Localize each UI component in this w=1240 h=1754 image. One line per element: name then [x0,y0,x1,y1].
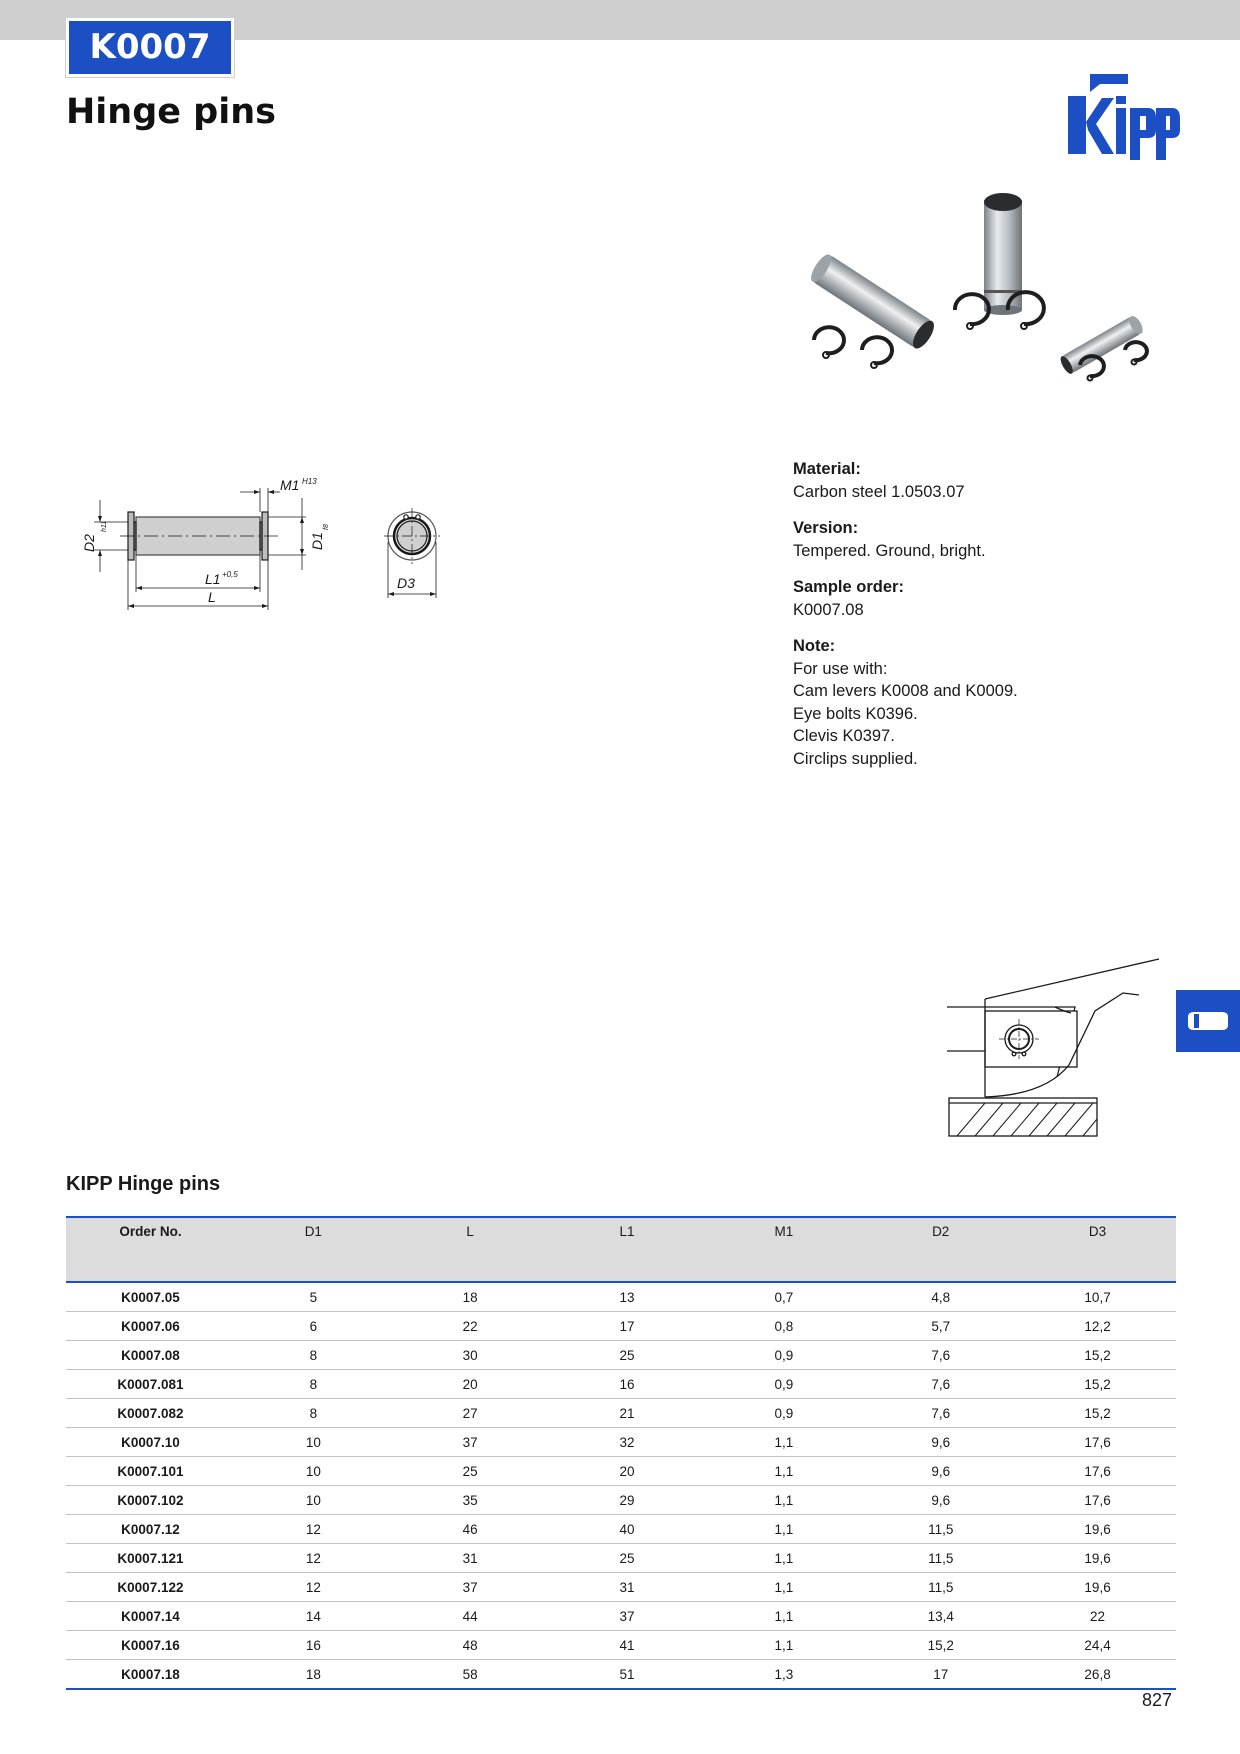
value-cell: 21 [549,1399,706,1428]
label-d2-tol: h11 [101,520,108,532]
value-cell: 19,6 [1019,1573,1176,1602]
value-cell: 10 [235,1457,392,1486]
table-row [66,1282,1176,1312]
order-number-cell: K0007.18 [66,1660,235,1690]
value-cell: 1,1 [705,1602,862,1631]
value-cell: 1,1 [705,1544,862,1573]
value-cell: 37 [392,1573,549,1602]
section-tab[interactable] [1176,990,1240,1052]
header-m1: M1 [705,1217,862,1282]
value-cell: 26,8 [1019,1660,1176,1690]
note-line: Cam levers K0008 and K0009. [793,682,1018,700]
hinge-pin-icon [1186,1004,1230,1038]
value-cell: 18 [235,1660,392,1690]
value-cell: 13 [549,1282,706,1312]
page-title: Hinge pins [66,92,276,132]
kipp-logo [1068,74,1180,160]
value-cell: 20 [549,1457,706,1486]
page-number: 827 [1142,1690,1173,1710]
value-cell: 7,6 [862,1370,1019,1399]
order-number-cell: K0007.081 [66,1370,235,1399]
value-cell: 0,9 [705,1341,862,1370]
table-body [66,1282,1176,1689]
note-block [793,635,1193,770]
value-cell: 9,6 [862,1428,1019,1457]
note-line: Circlips supplied. [793,749,918,768]
value-cell: 37 [549,1602,706,1631]
specifications [793,458,1193,784]
label-d1: D1 [309,532,325,550]
value-cell: 51 [549,1660,706,1690]
table-row [66,1341,1176,1370]
value-cell: 24,4 [1019,1631,1176,1660]
label-d1-tol: f8 [323,524,330,530]
sample-order-label: Sample order: [793,578,904,596]
hinge-pins-table [66,1216,1176,1690]
value-cell: 37 [392,1428,549,1457]
value-cell: 17,6 [1019,1428,1176,1457]
value-cell: 11,5 [862,1515,1019,1544]
order-number-cell: K0007.121 [66,1544,235,1573]
value-cell: 0,7 [705,1282,862,1312]
table-row [66,1515,1176,1544]
value-cell: 8 [235,1341,392,1370]
value-cell: 14 [235,1602,392,1631]
value-cell: 30 [392,1341,549,1370]
table-row [66,1457,1176,1486]
value-cell: 15,2 [1019,1370,1176,1399]
label-d2: D2 [81,534,97,552]
table-row [66,1602,1176,1631]
value-cell: 27 [392,1399,549,1428]
order-number-cell: K0007.05 [66,1282,235,1312]
value-cell: 17 [549,1312,706,1341]
order-number-cell: K0007.122 [66,1573,235,1602]
value-cell: 1,3 [705,1660,862,1690]
value-cell: 25 [549,1544,706,1573]
value-cell: 1,1 [705,1428,862,1457]
label-l1: L1 [205,571,221,587]
value-cell: 44 [392,1602,549,1631]
value-cell: 17,6 [1019,1457,1176,1486]
value-cell: 58 [392,1660,549,1690]
value-cell: 0,9 [705,1370,862,1399]
version-value: Tempered. Ground, bright. [793,541,986,560]
table-row [66,1486,1176,1515]
value-cell: 1,1 [705,1486,862,1515]
value-cell: 9,6 [862,1486,1019,1515]
value-cell: 0,8 [705,1312,862,1341]
value-cell: 1,1 [705,1515,862,1544]
table-header-row [66,1217,1176,1282]
order-number-cell: K0007.082 [66,1399,235,1428]
table-row [66,1428,1176,1457]
value-cell: 25 [549,1341,706,1370]
version-block [793,517,1193,562]
order-number-cell: K0007.08 [66,1341,235,1370]
note-line: Clevis K0397. [793,727,895,745]
value-cell: 15,2 [862,1631,1019,1660]
value-cell: 1,1 [705,1631,862,1660]
value-cell: 22 [392,1312,549,1341]
header-l: L [392,1217,549,1282]
version-label: Version: [793,519,859,537]
table-row [66,1544,1176,1573]
value-cell: 4,8 [862,1282,1019,1312]
material-label: Material: [793,460,861,478]
value-cell: 7,6 [862,1399,1019,1428]
value-cell: 35 [392,1486,549,1515]
value-cell: 15,2 [1019,1399,1176,1428]
value-cell: 19,6 [1019,1515,1176,1544]
order-number-cell: K0007.102 [66,1486,235,1515]
value-cell: 18 [392,1282,549,1312]
value-cell: 25 [392,1457,549,1486]
value-cell: 31 [392,1544,549,1573]
order-number-cell: K0007.14 [66,1602,235,1631]
value-cell: 12 [235,1515,392,1544]
value-cell: 5 [235,1282,392,1312]
header-d2: D2 [862,1217,1019,1282]
value-cell: 13,4 [862,1602,1019,1631]
value-cell: 1,1 [705,1457,862,1486]
value-cell: 12 [235,1573,392,1602]
header-d3: D3 [1019,1217,1176,1282]
value-cell: 32 [549,1428,706,1457]
table-row [66,1660,1176,1690]
value-cell: 20 [392,1370,549,1399]
order-number-cell: K0007.101 [66,1457,235,1486]
value-cell: 11,5 [862,1544,1019,1573]
value-cell: 10,7 [1019,1282,1176,1312]
header-d1: D1 [235,1217,392,1282]
note-line: For use with: [793,659,888,678]
value-cell: 22 [1019,1602,1176,1631]
value-cell: 17,6 [1019,1486,1176,1515]
label-d3: D3 [397,575,415,591]
value-cell: 16 [549,1370,706,1399]
label-m1-tol: H13 [302,477,317,486]
value-cell: 6 [235,1312,392,1341]
note-label: Note: [793,637,836,655]
value-cell: 12,2 [1019,1312,1176,1341]
order-number-cell: K0007.16 [66,1631,235,1660]
value-cell: 0,9 [705,1399,862,1428]
value-cell: 7,6 [862,1341,1019,1370]
material-value: Carbon steel 1.0503.07 [793,482,965,501]
product-photo [780,190,1170,430]
application-drawing [945,955,1163,1145]
label-l: L [208,589,216,605]
header-order-no: Order No. [66,1217,235,1282]
note-line: Eye bolts K0396. [793,704,918,723]
table-row [66,1370,1176,1399]
value-cell: 46 [392,1515,549,1544]
technical-drawing [80,470,460,620]
sample-order-block [793,576,1193,621]
value-cell: 15,2 [1019,1341,1176,1370]
value-cell: 12 [235,1544,392,1573]
value-cell: 29 [549,1486,706,1515]
order-number-cell: K0007.12 [66,1515,235,1544]
table-row [66,1399,1176,1428]
value-cell: 5,7 [862,1312,1019,1341]
header-l1: L1 [549,1217,706,1282]
value-cell: 11,5 [862,1573,1019,1602]
value-cell: 19,6 [1019,1544,1176,1573]
product-code-badge: K0007 [66,18,234,77]
value-cell: 9,6 [862,1457,1019,1486]
material-block [793,458,1193,503]
value-cell: 16 [235,1631,392,1660]
value-cell: 17 [862,1660,1019,1690]
value-cell: 8 [235,1370,392,1399]
label-m1: M1 [280,477,300,493]
value-cell: 8 [235,1399,392,1428]
table-title: KIPP Hinge pins [66,1173,221,1195]
order-number-cell: K0007.10 [66,1428,235,1457]
order-number-cell: K0007.06 [66,1312,235,1341]
value-cell: 10 [235,1428,392,1457]
table-row [66,1631,1176,1660]
sample-order-value: K0007.08 [793,600,864,619]
value-cell: 31 [549,1573,706,1602]
value-cell: 1,1 [705,1573,862,1602]
value-cell: 41 [549,1631,706,1660]
table-row [66,1573,1176,1602]
value-cell: 10 [235,1486,392,1515]
value-cell: 40 [549,1515,706,1544]
table-row [66,1312,1176,1341]
value-cell: 48 [392,1631,549,1660]
label-l1-tol: +0,5 [222,570,238,579]
